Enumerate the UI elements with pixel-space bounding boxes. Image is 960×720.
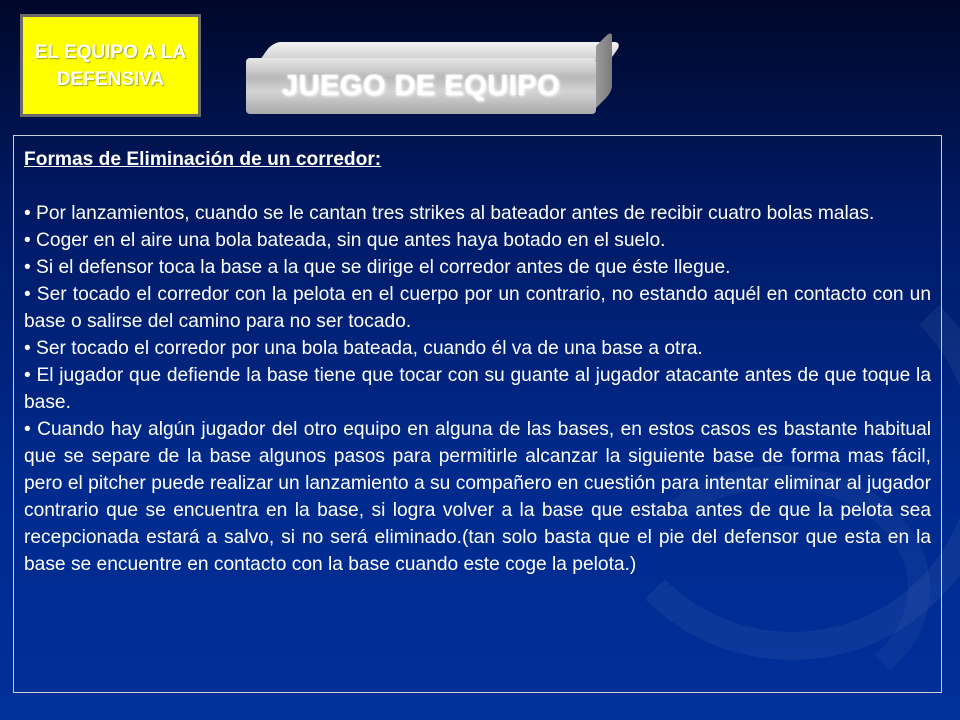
banner-side-face xyxy=(596,30,612,108)
content-heading: Formas de Eliminación de un corredor: xyxy=(24,149,382,170)
spacer xyxy=(24,173,931,200)
section-tag xyxy=(20,14,201,117)
content-box xyxy=(13,135,942,693)
bullet-item: • Por lanzamientos, cuando se le cantan tres strikes al bateador antes de recibir cuatro bolas malas. xyxy=(24,203,875,224)
bullet-item: • Coger en el aire una bola bateada, sin que antes haya botado en el suelo. xyxy=(24,230,666,251)
bullet-item: • Si el defensor toca la base a la que se dirige el corredor antes de que éste llegue. xyxy=(24,257,731,278)
bullet-item: • Cuando hay algún jugador del otro equipo en alguna de las bases, en estos casos es bastante habitual que se separe de la base algunos pasos para permitirle alcanzar la siguiente base de forma mas fácil, pero el pitcher puede realizar un lanzamiento a su compañero en cuestión para intentar eliminar al jugador contrario que se encuentra en la base, si logra volver a la base que estaba antes de que la pelota sea recepcionada estará a salvo, si no será eliminado.(tan solo basta que el pie del defensor que esta en la base se encuentre en contacto con la base cuando este coge la pelota.) xyxy=(24,419,931,575)
page-title: JUEGO DE EQUIPO xyxy=(281,69,561,102)
title-banner xyxy=(246,42,614,114)
bullet-item: • Ser tocado el corredor por una bola bateada, cuando él va de una base a otra. xyxy=(24,338,703,359)
bullet-item: • El jugador que defiende la base tiene que tocar con su guante al jugador atacante antes de que toque la base. xyxy=(24,365,931,413)
section-tag-label: EL EQUIPO A LA DEFENSIVA xyxy=(34,41,187,90)
bullet-item: • Ser tocado el corredor con la pelota en el cuerpo por un contrario, no estando aquél en contacto con un base o salirse del camino para no ser tocado. xyxy=(24,284,931,332)
